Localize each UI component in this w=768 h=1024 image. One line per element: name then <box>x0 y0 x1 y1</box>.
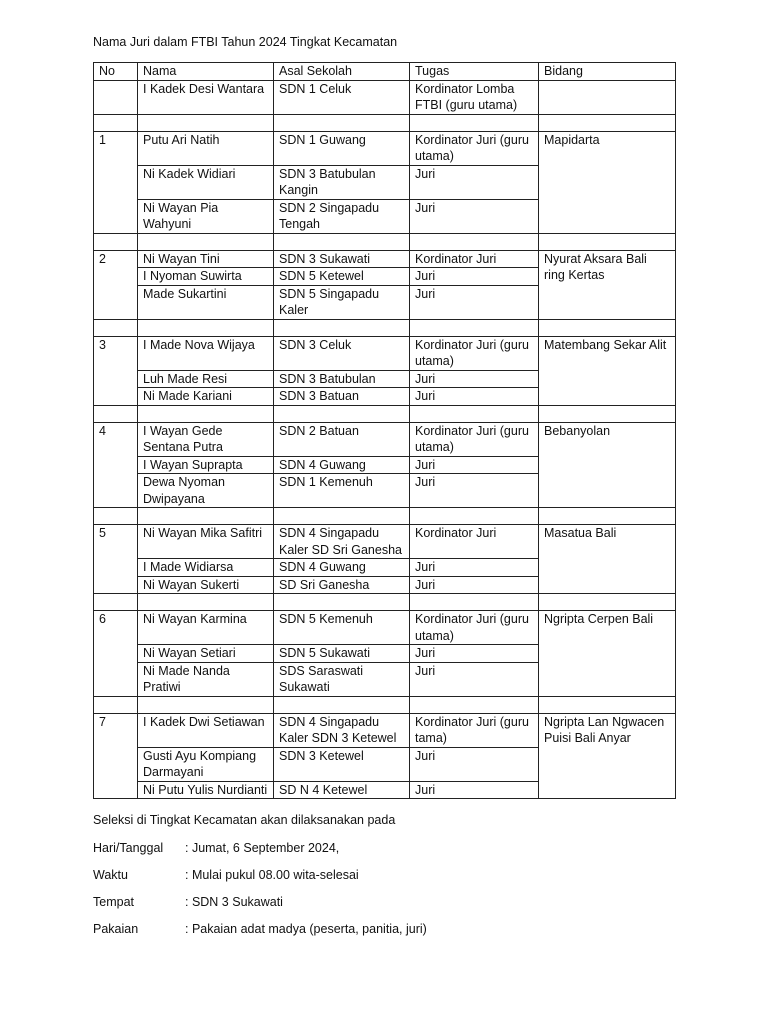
cell-nama: Ni Wayan Sukerti <box>138 576 274 594</box>
cell-asal-sekolah: SDN 5 Sukawati <box>274 645 410 663</box>
cell-asal-sekolah: SDN 5 Kemenuh <box>274 611 410 645</box>
cell-tugas: Juri <box>410 747 539 781</box>
cell-nama: Ni Wayan Mika Safitri <box>138 525 274 559</box>
header-nama: Nama <box>138 63 274 81</box>
cell-tugas: Juri <box>410 781 539 799</box>
empty-cell <box>274 114 410 131</box>
table-row <box>94 131 676 165</box>
page-title: Nama Juri dalam FTBI Tahun 2024 Tingkat Kecamatan <box>93 35 398 49</box>
cell-nama: Gusti Ayu Kompiang Darmayani <box>138 747 274 781</box>
empty-cell <box>539 319 676 336</box>
empty-cell <box>274 233 410 250</box>
cell-no: 4 <box>94 422 138 508</box>
empty-cell <box>138 319 274 336</box>
empty-cell <box>410 405 539 422</box>
empty-cell <box>539 114 676 131</box>
cell-asal-sekolah: SDN 1 Guwang <box>274 131 410 165</box>
cell-tugas: Juri <box>410 370 539 388</box>
cell-asal-sekolah: SDN 2 Batuan <box>274 422 410 456</box>
cell-asal-sekolah: SDN 3 Celuk <box>274 336 410 370</box>
selection-intro: Seleksi di Tingkat Kecamatan akan dilaksanakan pada <box>93 813 396 827</box>
empty-cell <box>539 594 676 611</box>
cell-bidang: Masatua Bali <box>539 525 676 594</box>
cell-asal-sekolah: SDN 3 Ketewel <box>274 747 410 781</box>
cell-tugas: Kordinator Lomba FTBI (guru utama) <box>410 80 539 114</box>
empty-cell <box>539 696 676 713</box>
cell-nama: Ni Wayan Pia Wahyuni <box>138 199 274 233</box>
empty-cell <box>410 508 539 525</box>
table-row <box>94 422 676 456</box>
empty-cell <box>274 508 410 525</box>
cell-asal-sekolah: SDN 5 Ketewel <box>274 268 410 286</box>
cell-asal-sekolah: SDN 3 Batuan <box>274 388 410 406</box>
cell-no: 2 <box>94 250 138 319</box>
header-bidang: Bidang <box>539 63 676 81</box>
cell-nama: I Made Widiarsa <box>138 559 274 577</box>
empty-cell <box>410 319 539 336</box>
empty-cell <box>410 233 539 250</box>
cell-tugas: Juri <box>410 199 539 233</box>
empty-cell <box>274 405 410 422</box>
cell-asal-sekolah: SDN 4 Singapadu Kaler SD Sri Ganesha <box>274 525 410 559</box>
cell-tugas: Juri <box>410 576 539 594</box>
table-header-row <box>94 63 676 81</box>
empty-cell <box>410 594 539 611</box>
cell-tugas: Juri <box>410 474 539 508</box>
info-value: : SDN 3 Sukawati <box>185 895 283 909</box>
cell-no: 6 <box>94 611 138 697</box>
cell-bidang: Ngripta Lan Ngwacen Puisi Bali Anyar <box>539 713 676 799</box>
empty-cell <box>274 696 410 713</box>
table-row <box>94 250 676 268</box>
empty-cell <box>138 405 274 422</box>
info-label: Tempat <box>93 895 134 909</box>
cell-tugas: Kordinator Juri (guru utama) <box>410 131 539 165</box>
cell-asal-sekolah: SDN 4 Guwang <box>274 456 410 474</box>
header-asal-sekolah: Asal Sekolah <box>274 63 410 81</box>
cell-nama: Ni Wayan Karmina <box>138 611 274 645</box>
info-value: : Pakaian adat madya (peserta, panitia, juri) <box>185 922 427 936</box>
cell-bidang: Bebanyolan <box>539 422 676 508</box>
table-row <box>94 611 676 645</box>
cell-tugas: Juri <box>410 165 539 199</box>
spacer-row <box>94 405 676 422</box>
cell-no: 3 <box>94 336 138 405</box>
cell-tugas: Kordinator Juri (guru utama) <box>410 422 539 456</box>
cell-nama: Ni Wayan Tini <box>138 250 274 268</box>
empty-cell <box>539 405 676 422</box>
cell-asal-sekolah: SDN 2 Singapadu Tengah <box>274 199 410 233</box>
table-row <box>94 336 676 370</box>
cell-nama: I Made Nova Wijaya <box>138 336 274 370</box>
cell-tugas: Juri <box>410 645 539 663</box>
empty-cell <box>539 508 676 525</box>
cell-tugas: Juri <box>410 388 539 406</box>
table-row <box>94 80 676 114</box>
cell-bidang: Matembang Sekar Alit <box>539 336 676 405</box>
info-row <box>93 867 359 883</box>
info-value: : Mulai pukul 08.00 wita-selesai <box>185 868 359 882</box>
cell-tugas: Juri <box>410 559 539 577</box>
empty-cell <box>94 233 138 250</box>
cell-bidang: Nyurat Aksara Bali ring Kertas <box>539 250 676 319</box>
empty-cell <box>138 508 274 525</box>
cell-asal-sekolah: SDN 3 Sukawati <box>274 250 410 268</box>
spacer-row <box>94 508 676 525</box>
cell-asal-sekolah: SDN 1 Celuk <box>274 80 410 114</box>
cell-nama: Putu Ari Natih <box>138 131 274 165</box>
empty-cell <box>539 233 676 250</box>
empty-cell <box>138 114 274 131</box>
info-label: Waktu <box>93 868 128 882</box>
cell-nama: Ni Kadek Widiari <box>138 165 274 199</box>
cell-nama: Ni Made Kariani <box>138 388 274 406</box>
cell-asal-sekolah: SD N 4 Ketewel <box>274 781 410 799</box>
empty-cell <box>274 594 410 611</box>
spacer-row <box>94 233 676 250</box>
cell-tugas: Kordinator Juri (guru utama) <box>410 336 539 370</box>
cell-bidang <box>539 80 676 114</box>
empty-cell <box>138 594 274 611</box>
empty-cell <box>94 594 138 611</box>
info-row <box>93 921 427 937</box>
empty-cell <box>138 696 274 713</box>
empty-cell <box>274 319 410 336</box>
empty-cell <box>94 114 138 131</box>
header-tugas: Tugas <box>410 63 539 81</box>
empty-cell <box>410 696 539 713</box>
cell-tugas: Kordinator Juri (guru utama) <box>410 611 539 645</box>
cell-tugas: Kordinator Juri (guru tama) <box>410 713 539 747</box>
cell-no: 5 <box>94 525 138 594</box>
spacer-row <box>94 594 676 611</box>
spacer-row <box>94 114 676 131</box>
cell-nama: Ni Made Nanda Pratiwi <box>138 662 274 696</box>
cell-nama: I Nyoman Suwirta <box>138 268 274 286</box>
empty-cell <box>94 508 138 525</box>
cell-nama: Ni Putu Yulis Nurdianti <box>138 781 274 799</box>
cell-bidang: Mapidarta <box>539 131 676 233</box>
cell-asal-sekolah: SD Sri Ganesha <box>274 576 410 594</box>
info-row <box>93 840 339 856</box>
info-label: Pakaian <box>93 922 139 936</box>
juri-table <box>93 62 676 799</box>
cell-tugas: Juri <box>410 662 539 696</box>
cell-asal-sekolah: SDN 1 Kemenuh <box>274 474 410 508</box>
cell-asal-sekolah: SDS Saraswati Sukawati <box>274 662 410 696</box>
table-row <box>94 713 676 747</box>
cell-nama: I Kadek Desi Wantara <box>138 80 274 114</box>
cell-nama: I Kadek Dwi Setiawan <box>138 713 274 747</box>
cell-no <box>94 80 138 114</box>
cell-tugas: Juri <box>410 285 539 319</box>
cell-nama: I Wayan Gede Sentana Putra <box>138 422 274 456</box>
cell-tugas: Juri <box>410 268 539 286</box>
cell-tugas: Kordinator Juri <box>410 525 539 559</box>
empty-cell <box>138 233 274 250</box>
cell-nama: Luh Made Resi <box>138 370 274 388</box>
header-no: No <box>94 63 138 81</box>
info-value: : Jumat, 6 September 2024, <box>185 841 340 855</box>
cell-no: 7 <box>94 713 138 799</box>
cell-asal-sekolah: SDN 4 Singapadu Kaler SDN 3 Ketewel <box>274 713 410 747</box>
info-label: Hari/Tanggal <box>93 841 164 855</box>
empty-cell <box>94 319 138 336</box>
cell-nama: Dewa Nyoman Dwipayana <box>138 474 274 508</box>
cell-nama: Ni Wayan Setiari <box>138 645 274 663</box>
spacer-row <box>94 696 676 713</box>
cell-nama: I Wayan Suprapta <box>138 456 274 474</box>
empty-cell <box>94 696 138 713</box>
cell-asal-sekolah: SDN 3 Batubulan Kangin <box>274 165 410 199</box>
cell-asal-sekolah: SDN 4 Guwang <box>274 559 410 577</box>
empty-cell <box>410 114 539 131</box>
cell-asal-sekolah: SDN 3 Batubulan <box>274 370 410 388</box>
cell-tugas: Kordinator Juri <box>410 250 539 268</box>
empty-cell <box>94 405 138 422</box>
cell-asal-sekolah: SDN 5 Singapadu Kaler <box>274 285 410 319</box>
cell-tugas: Juri <box>410 456 539 474</box>
cell-no: 1 <box>94 131 138 233</box>
table-row <box>94 525 676 559</box>
cell-nama: Made Sukartini <box>138 285 274 319</box>
info-row <box>93 894 283 910</box>
cell-bidang: Ngripta Cerpen Bali <box>539 611 676 697</box>
spacer-row <box>94 319 676 336</box>
